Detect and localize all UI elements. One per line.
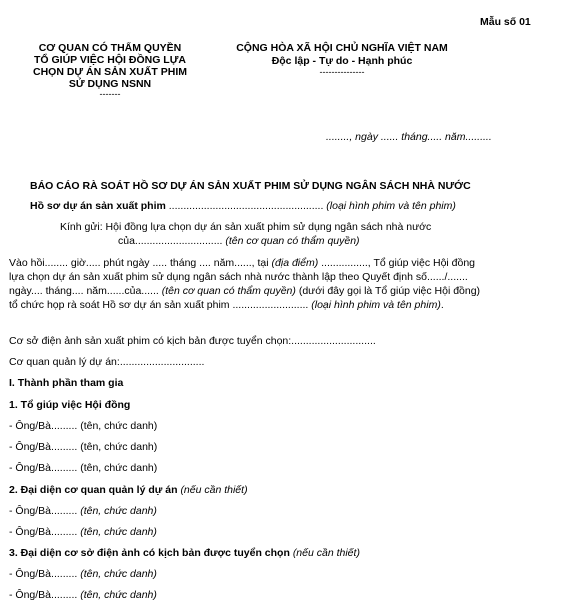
agency-divider: ------- bbox=[99, 89, 121, 99]
sub-2-note: (nếu cần thiết) bbox=[180, 484, 248, 496]
member-prefix: - Ông/Bà......... bbox=[9, 441, 81, 453]
member-note: (tên, chức danh) bbox=[80, 568, 157, 580]
sub-3-note: (nếu cần thiết) bbox=[292, 547, 360, 559]
recipient-line-1: Kính gửi: Hội đồng lựa chọn dự án sản xuất phim sử dụng ngân sách nhà nước bbox=[60, 221, 432, 233]
recipient-line-2 bbox=[118, 235, 360, 247]
manager-line: Cơ quan quản lý dự án:............................. bbox=[9, 356, 205, 368]
member-note: (tên, chức danh) bbox=[80, 420, 158, 432]
agency-line-2: TỔ GIÚP VIỆC HỘI ĐỒNG LỰA bbox=[33, 54, 187, 66]
recipient-prefix: của.............................. bbox=[118, 235, 226, 247]
recipient-note: (tên cơ quan có thẩm quyền) bbox=[225, 235, 360, 247]
agency-line-3: CHỌN DỰ ÁN SẢN XUẤT PHIM bbox=[33, 66, 187, 78]
report-title: BÁO CÁO RÀ SOÁT HỒ SƠ DỰ ÁN SẢN XUẤT PHIM SỬ DỤNG NGÂN SÁCH NHÀ NƯỚC bbox=[30, 180, 471, 192]
member-note: (tên, chức danh) bbox=[80, 441, 158, 453]
agency-header bbox=[30, 42, 190, 98]
member-prefix: - Ông/Bà......... bbox=[9, 568, 81, 580]
member-row bbox=[9, 420, 157, 432]
member-note: (tên, chức danh) bbox=[80, 462, 158, 474]
member-prefix: - Ông/Bà......... bbox=[9, 589, 81, 601]
section-1-heading: I. Thành phần tham gia bbox=[9, 377, 124, 389]
sub-1-heading: 1. Tổ giúp việc Hội đồng bbox=[9, 399, 131, 411]
member-note: (tên, chức danh) bbox=[80, 589, 157, 601]
agency-line-4: SỬ DỤNG NSNN bbox=[68, 78, 152, 90]
member-prefix: - Ông/Bà......... bbox=[9, 420, 81, 432]
project-dots: ..................................................... bbox=[165, 200, 327, 212]
project-line bbox=[30, 200, 456, 212]
intro-note-2: (tên cơ quan có thẩm quyền) bbox=[161, 285, 296, 297]
sub-3-title: 3. Đại diện cơ sở điện ảnh có kịch bản được tuyển chọn bbox=[9, 547, 290, 559]
republic-motto: Độc lập - Tự do - Hạnh phúc bbox=[271, 55, 413, 67]
member-row bbox=[9, 462, 157, 474]
republic-header bbox=[222, 42, 462, 76]
date-line: ........, ngày ...... tháng..... năm......... bbox=[326, 131, 492, 143]
member-row bbox=[9, 526, 157, 538]
intro-part-2: ................, Tổ giúp việc Hội đồng lựa chọn dự án sản xuất phim sử dụng ngân sách nhà nước thành lập theo Quyết định số....../....... ngày.... tháng.... năm......của...... bbox=[9, 257, 476, 297]
intro-note-1: (địa điểm) bbox=[271, 257, 319, 269]
member-note: (tên, chức danh) bbox=[80, 505, 157, 517]
cinema-line: Cơ sở điện ảnh sản xuất phim có kịch bản được tuyển chọn:............................. bbox=[9, 335, 376, 347]
project-note: (loại hình phim và tên phim) bbox=[326, 200, 456, 212]
intro-note-3: (loại hình phim và tên phim) bbox=[311, 299, 441, 311]
republic-title: CỘNG HÒA XÃ HỘI CHỦ NGHĨA VIỆT NAM bbox=[236, 42, 448, 54]
form-number: Mẫu số 01 bbox=[480, 16, 531, 28]
sub-2-heading bbox=[9, 484, 248, 496]
member-note: (tên, chức danh) bbox=[80, 526, 157, 538]
intro-part-1: Vào hồi........ giờ..... phút ngày ..... tháng .... năm......, tại bbox=[9, 257, 272, 269]
republic-divider: --------------- bbox=[319, 67, 365, 77]
member-row bbox=[9, 441, 157, 453]
member-prefix: - Ông/Bà......... bbox=[9, 462, 81, 474]
agency-line-1: CƠ QUAN CÓ THẨM QUYỀN bbox=[38, 42, 182, 54]
intro-paragraph bbox=[9, 256, 487, 312]
member-prefix: - Ông/Bà......... bbox=[9, 505, 81, 517]
intro-part-3: (dưới đây gọi là Tổ giúp việc Hội đồng) tổ chức họp rà soát Hồ sơ dự án sản xuất phim .......................... bbox=[9, 285, 481, 311]
member-row bbox=[9, 568, 157, 580]
member-row bbox=[9, 505, 157, 517]
member-row bbox=[9, 589, 157, 601]
sub-2-title: 2. Đại diện cơ quan quản lý dự án bbox=[9, 484, 178, 496]
intro-part-4: . bbox=[440, 299, 444, 311]
project-label: Hồ sơ dự án sản xuất phim bbox=[30, 200, 166, 212]
member-prefix: - Ông/Bà......... bbox=[9, 526, 81, 538]
sub-3-heading bbox=[9, 547, 360, 559]
